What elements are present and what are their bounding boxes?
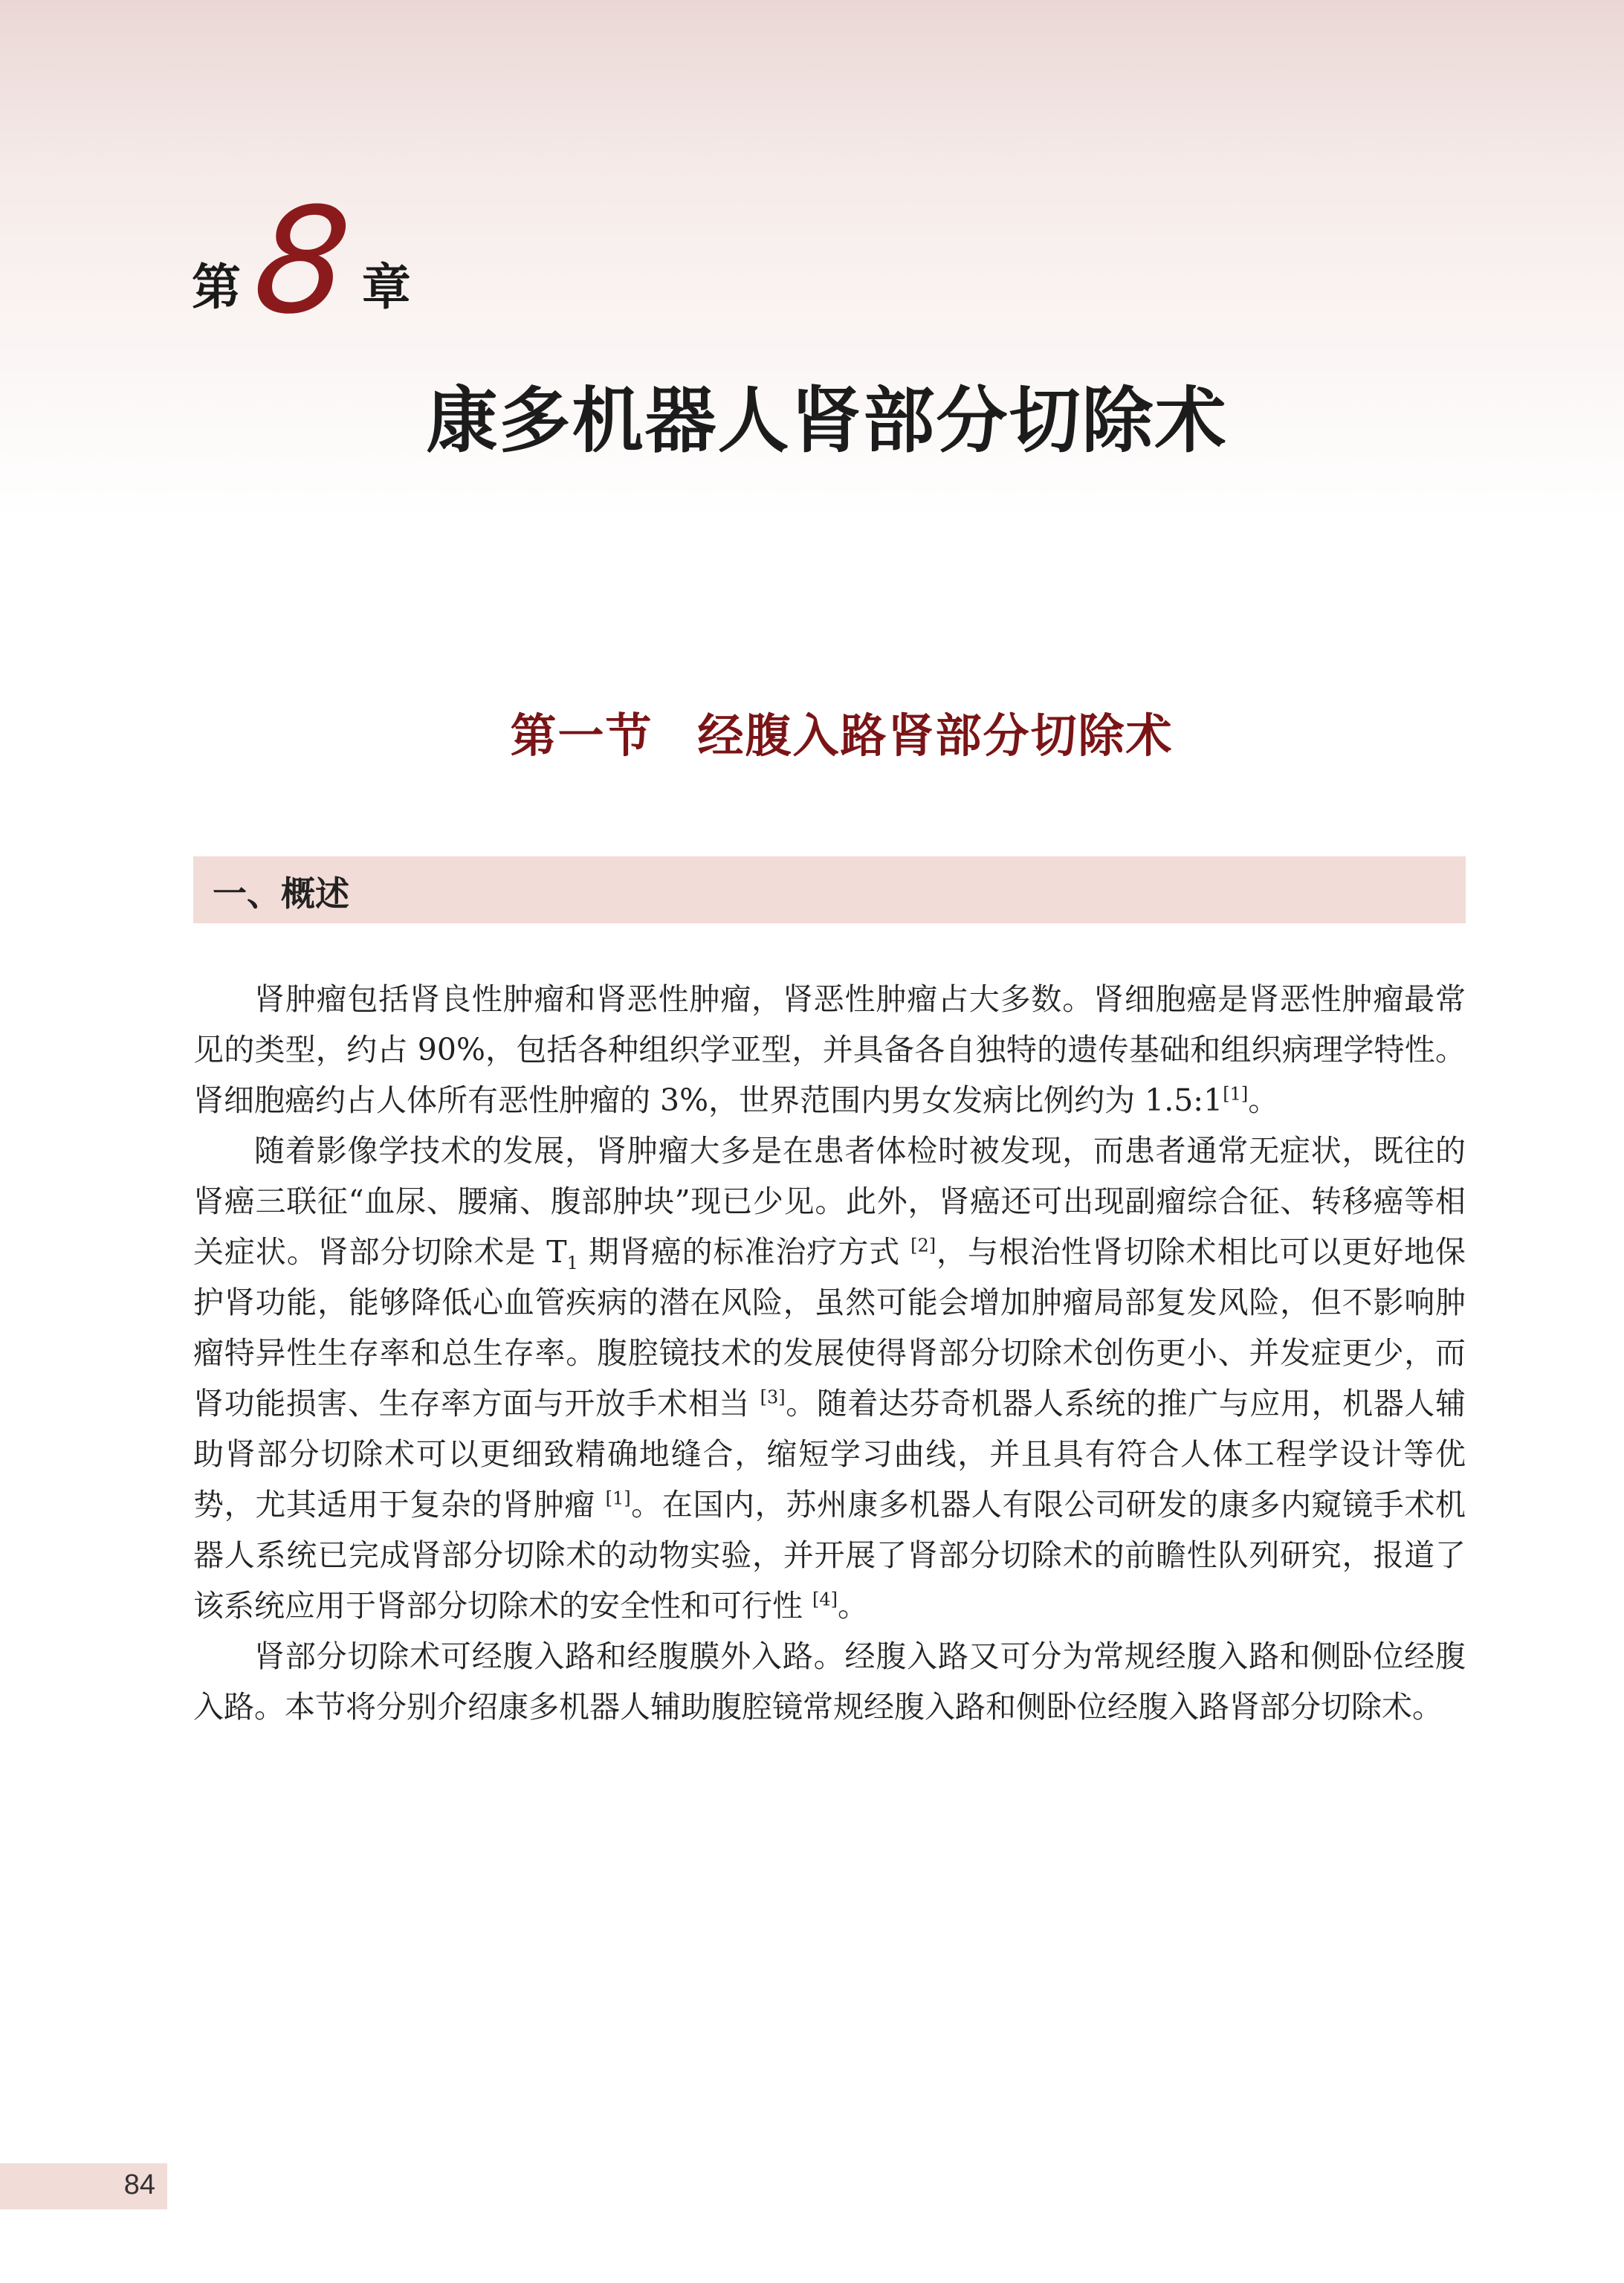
- paragraph-2-part-e: 。在国内，苏州康多机器人有限公司研发的康多内窥镜手术机器人系统已完成肾部分切除术的动物实验，并开展了肾部分切除术的前瞻性队列研究，报道了该系统应用于肾部分切除术的安全性和可行性: [193, 1487, 1466, 1624]
- chapter-label: [192, 177, 411, 346]
- chapter-prefix: 第: [192, 259, 241, 316]
- citation-ref: [2]: [910, 1235, 936, 1256]
- paragraph-3: 肾部分切除术可经腹入路和经腹膜外入路。经腹入路又可分为常规经腹入路和侧卧位经腹入路。本节将分别介绍康多机器人辅助腹腔镜常规经腹入路和侧卧位经腹入路肾部分切除术。: [193, 1638, 1466, 1725]
- paragraph-2-part-b: 期肾癌的标准治疗方式: [578, 1234, 911, 1270]
- paragraph-2-part-f: 。: [838, 1588, 869, 1624]
- paragraph-1-end: 。: [1248, 1082, 1279, 1118]
- subsection-bar: [193, 856, 1466, 923]
- citation-ref: [1]: [605, 1488, 631, 1509]
- subsection-title: 一、概述: [213, 874, 349, 914]
- section-title: 经腹入路肾部分切除术: [697, 708, 1174, 763]
- citation-ref: [3]: [760, 1386, 786, 1408]
- stage-subscript: 1: [566, 1253, 578, 1274]
- citation-ref: [1]: [1223, 1083, 1249, 1105]
- page-number-tab: [0, 2163, 167, 2209]
- paragraph-2-part-c: ，与根治性肾切除术相比可以更好地保护肾功能，能够降低心血管疾病的潜在风险，虽然可能会增加肿瘤局部复发风险，但不影响肿瘤特异性生存率和总生存率。腹腔镜技术的发展使得肾部分切除术创伤更小、并发症更少，而肾功能损害、生存率方面与开放手术相当: [193, 1234, 1466, 1421]
- paragraph-2: [193, 1126, 1466, 1631]
- paragraph-2-part-a: 随着影像学技术的发展，肾肿瘤大多是在患者体检时被发现，而患者通常无症状，既往的肾癌三联征“血尿、腰痛、腹部肿块”现已少见。此外，肾癌还可出现副瘤综合征、转移癌等相关症状。肾部分切除术是 T: [193, 1133, 1466, 1270]
- section-number: 第一节: [510, 708, 653, 763]
- body-text: [193, 974, 1466, 1732]
- chapter-number: 8: [247, 177, 358, 346]
- paragraph-2-part-d: 。随着达芬奇机器人系统的推广与应用，机器人辅助肾部分切除术可以更细致精确地缝合，缩短学习曲线，并且具有符合人体工程学设计等优势，尤其适用于复杂的肾肿瘤: [193, 1386, 1466, 1522]
- chapter-title: 康多机器人肾部分切除术: [426, 379, 1228, 462]
- paragraph-1-text: 肾肿瘤包括肾良性肿瘤和肾恶性肿瘤，肾恶性肿瘤占大多数。肾细胞癌是肾恶性肿瘤最常见的类型，约占 90%，包括各种组织学亚型，并具备各自独特的遗传基础和组织病理学特性。肾细胞癌约占人体所有恶性肿瘤的 3%，世界范围内男女发病比例约为 1.5:1: [193, 981, 1466, 1118]
- paragraph-1: [193, 974, 1466, 1126]
- section-heading: [0, 699, 1624, 765]
- chapter-suffix: 章: [361, 259, 411, 316]
- citation-ref: [4]: [812, 1589, 838, 1610]
- page-number: 84: [123, 2169, 155, 2200]
